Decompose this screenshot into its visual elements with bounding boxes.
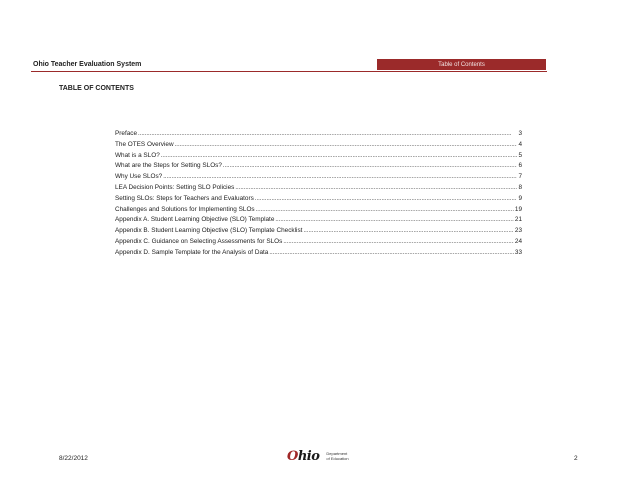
toc-entry[interactable] bbox=[115, 216, 522, 227]
dot-leader bbox=[269, 250, 514, 256]
toc-entry-page: 3 bbox=[518, 130, 522, 137]
toc-entry[interactable] bbox=[115, 184, 522, 195]
toc-entry-page: 5 bbox=[518, 151, 522, 159]
toc-entry-title: The OTES Overview bbox=[115, 140, 174, 148]
ohio-logo-icon: Ohio bbox=[287, 448, 320, 464]
toc-entry-title: Preface bbox=[115, 130, 138, 137]
toc-entry-page: 9 bbox=[518, 194, 522, 202]
header-divider bbox=[31, 71, 547, 72]
page-number: 2 bbox=[574, 455, 578, 462]
dot-leader bbox=[163, 174, 517, 180]
toc-heading: TABLE OF CONTENTS bbox=[59, 85, 134, 92]
toc-entry[interactable] bbox=[115, 173, 522, 184]
toc-entry[interactable] bbox=[115, 195, 522, 206]
dot-leader bbox=[275, 217, 514, 223]
toc-entry[interactable] bbox=[115, 249, 522, 260]
toc-entry-page: 23 bbox=[514, 227, 522, 235]
toc-entry-page: 6 bbox=[518, 162, 522, 170]
toc-entry-title: Appendix C. Guidance on Selecting Assessments for SLOs bbox=[115, 237, 283, 245]
logo-caption bbox=[326, 451, 348, 461]
dot-leader bbox=[175, 142, 518, 148]
toc-entry-title: Setting SLOs: Steps for Teachers and Evaluators bbox=[115, 194, 254, 202]
toc-entry[interactable] bbox=[115, 152, 522, 163]
logo-line-1: Department bbox=[326, 451, 348, 456]
toc-entry-page: 19 bbox=[514, 205, 522, 213]
section-banner bbox=[377, 59, 546, 70]
dot-leader bbox=[138, 131, 517, 137]
dot-leader bbox=[161, 153, 518, 159]
toc-entry[interactable] bbox=[115, 141, 522, 152]
toc-list bbox=[115, 130, 522, 260]
logo-line-2: of Education bbox=[326, 456, 349, 461]
toc-entry-title: Challenges and Solutions for Implementing SLOs bbox=[115, 205, 255, 213]
toc-entry-title: What are the Steps for Setting SLOs? bbox=[115, 162, 222, 170]
section-label: Table of Contents bbox=[438, 61, 485, 68]
toc-entry-title: Appendix B. Student Learning Objective (SLO) Template Checklist bbox=[115, 227, 303, 235]
toc-entry[interactable] bbox=[115, 238, 522, 249]
footer-date: 8/22/2012 bbox=[59, 455, 88, 462]
ohio-department-logo bbox=[287, 447, 349, 465]
dot-leader bbox=[256, 207, 514, 213]
dot-leader bbox=[283, 239, 514, 245]
toc-entry[interactable] bbox=[115, 206, 522, 217]
dot-leader bbox=[255, 196, 518, 202]
toc-entry-title: What is a SLO? bbox=[115, 151, 160, 159]
toc-entry-page: 4 bbox=[518, 140, 522, 148]
toc-entry-title: Appendix A. Student Learning Objective (SLO) Template bbox=[115, 216, 275, 224]
toc-entry-page: 33 bbox=[514, 248, 522, 256]
toc-entry-title: Appendix D. Sample Template for the Analysis of Data bbox=[115, 248, 269, 256]
dot-leader bbox=[303, 228, 513, 234]
toc-entry[interactable] bbox=[115, 130, 522, 141]
toc-entry-page: 7 bbox=[518, 173, 522, 181]
toc-entry[interactable] bbox=[115, 227, 522, 238]
toc-entry-title: LEA Decision Points: Setting SLO Policies bbox=[115, 183, 235, 191]
toc-entry[interactable] bbox=[115, 162, 522, 173]
toc-entry-title: Why Use SLOs? bbox=[115, 173, 163, 181]
document-title: Ohio Teacher Evaluation System bbox=[33, 61, 142, 68]
toc-entry-page: 21 bbox=[514, 216, 522, 224]
toc-entry-page: 24 bbox=[514, 237, 522, 245]
dot-leader bbox=[235, 185, 517, 191]
dot-leader bbox=[223, 163, 518, 169]
toc-entry-page: 8 bbox=[518, 183, 522, 191]
